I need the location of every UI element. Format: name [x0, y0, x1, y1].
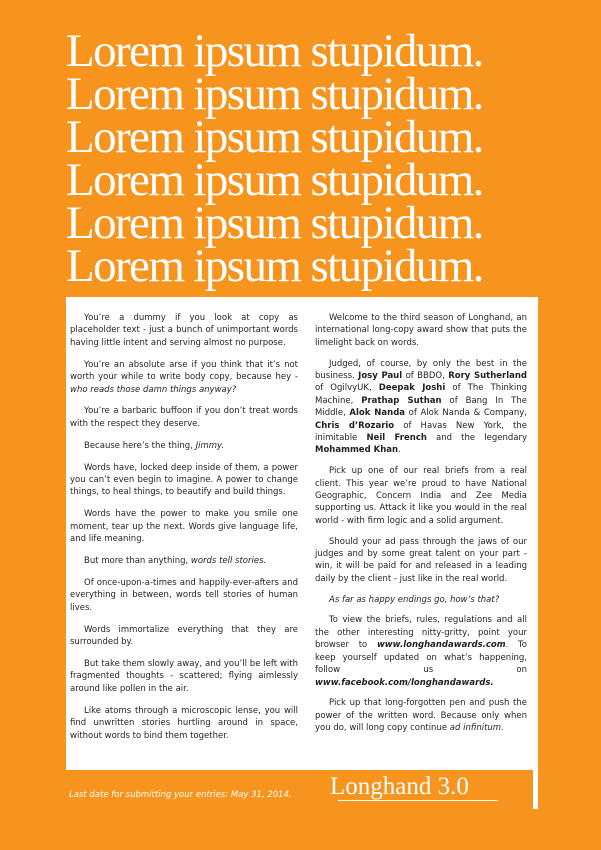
judge-name: Rory Sutherland [448, 371, 528, 382]
paragraph: Should your ad pass through the jaws of our judges and by some great talent on your part - win, it will be paid for and released in a leading daily by the client - just like in the real world. [315, 536, 527, 584]
headline-line: Lorem ipsum stupidum. [66, 25, 483, 77]
paragraph: Words have, locked deep inside of them, a power you can’t even begin to imagine. A power to change things, to heal things, to beautify and build things. [70, 462, 298, 498]
paragraph: But take them slowly away, and you’ll be left with fragmented thoughts - scattered; flying aimlessly around like pollen in the air. [70, 659, 298, 694]
judge-name: Neil French [366, 433, 427, 444]
paragraph: Of once-upon-a-times and happily-ever-afters and everything in between, words tell stories of human lives. [70, 578, 298, 613]
judges-paragraph: Judged, of course, by only the best in the business. Josy Paul of BBDO, Rory Sutherland of OgilvyUK, Deepak Joshi of The Thinking Machine, Prathap Suthan of Bang In The Middle, Alok Nanda of Alok Nanda & Company, Chris d’Rozario of Havas New York, the inimitable Neil French and the legendary Mohammed Khan. [315, 358, 528, 456]
deadline-note: Last date for submitting your entries: May 31, 2014. [69, 790, 292, 800]
judge-name: Chris d’Rozario [315, 420, 395, 431]
logo-underline [338, 800, 498, 801]
judge-name: Mohammed Khan [315, 445, 399, 456]
headline-line: Lorem ipsum stupidum. [66, 111, 483, 163]
paragraph: Like atoms through a microscopic lense, you will find unwritten stories hurtling around in space, without words to bind them together. [70, 705, 298, 741]
paragraph: Welcome to the third season of Longhand, an international long-copy award show that puts the limelight back on words. [315, 313, 527, 348]
paragraph: You’re a barbaric buffoon if you don’t treat words with the respect they deserve. [70, 406, 298, 429]
paragraph: You’re a dummy if you look at copy as placeholder text - just a bunch of unimportant words having little intent and serving almost no purpose. [70, 313, 298, 348]
paragraph: But more than anything, words tell stories. [84, 556, 267, 567]
right-column [315, 312, 527, 743]
panel-edge [533, 297, 538, 809]
judge-name: Prathap Suthan [361, 395, 442, 406]
judge-name: Alok Nanda [349, 408, 406, 419]
longhand-logo: Longhand 3.0 [330, 773, 469, 800]
paragraph: Words have the power to make you smile one moment, tear up the next. Words give language life, and life meaning. [70, 509, 298, 545]
headline-line: Lorem ipsum stupidum. [66, 154, 483, 206]
left-column [70, 312, 298, 751]
judge-name: Deepak Joshi [378, 383, 446, 394]
paragraph: Pick up that long-forgotten pen and push the power of the written word. Because only when you do, will long copy continue ad infinitum. [315, 698, 527, 734]
facebook-link[interactable]: www.facebook.com/longhandawards. [315, 677, 494, 688]
paragraph: Pick up one of our real briefs from a real client. This year we’re proud to have National Geographic, Concern India and Zee Media supporting us. Attack it like you would in the real world - with firm logic and a solid argument. [315, 466, 527, 526]
judge-name: Josy Paul [358, 371, 403, 382]
paragraph: You’re an absolute arse if you think that it’s not worth your while to write body copy, because hey - who reads those damn things anyway? [70, 359, 298, 395]
headline-line: Lorem ipsum stupidum. [66, 68, 483, 120]
website-link[interactable]: www.longhandawards.com [376, 640, 506, 651]
headline [66, 25, 586, 292]
paragraph: As far as happy endings go, how’s that? [329, 594, 500, 605]
headline-line: Lorem ipsum stupidum. [66, 197, 483, 249]
paragraph: Words immortalize everything that they are surrounded by. [70, 624, 298, 648]
headline-line: Lorem ipsum stupidum. [66, 240, 483, 292]
paragraph: To view the briefs, rules, regulations and all the other interesting nitty-gritty, point your browser to www.longhandawards.com. To keep yourself updated on what’s happening, follow us on www.facebook.com/longhandawards. [315, 615, 527, 688]
paragraph: Because here’s the thing, Jimmy. [84, 440, 225, 451]
